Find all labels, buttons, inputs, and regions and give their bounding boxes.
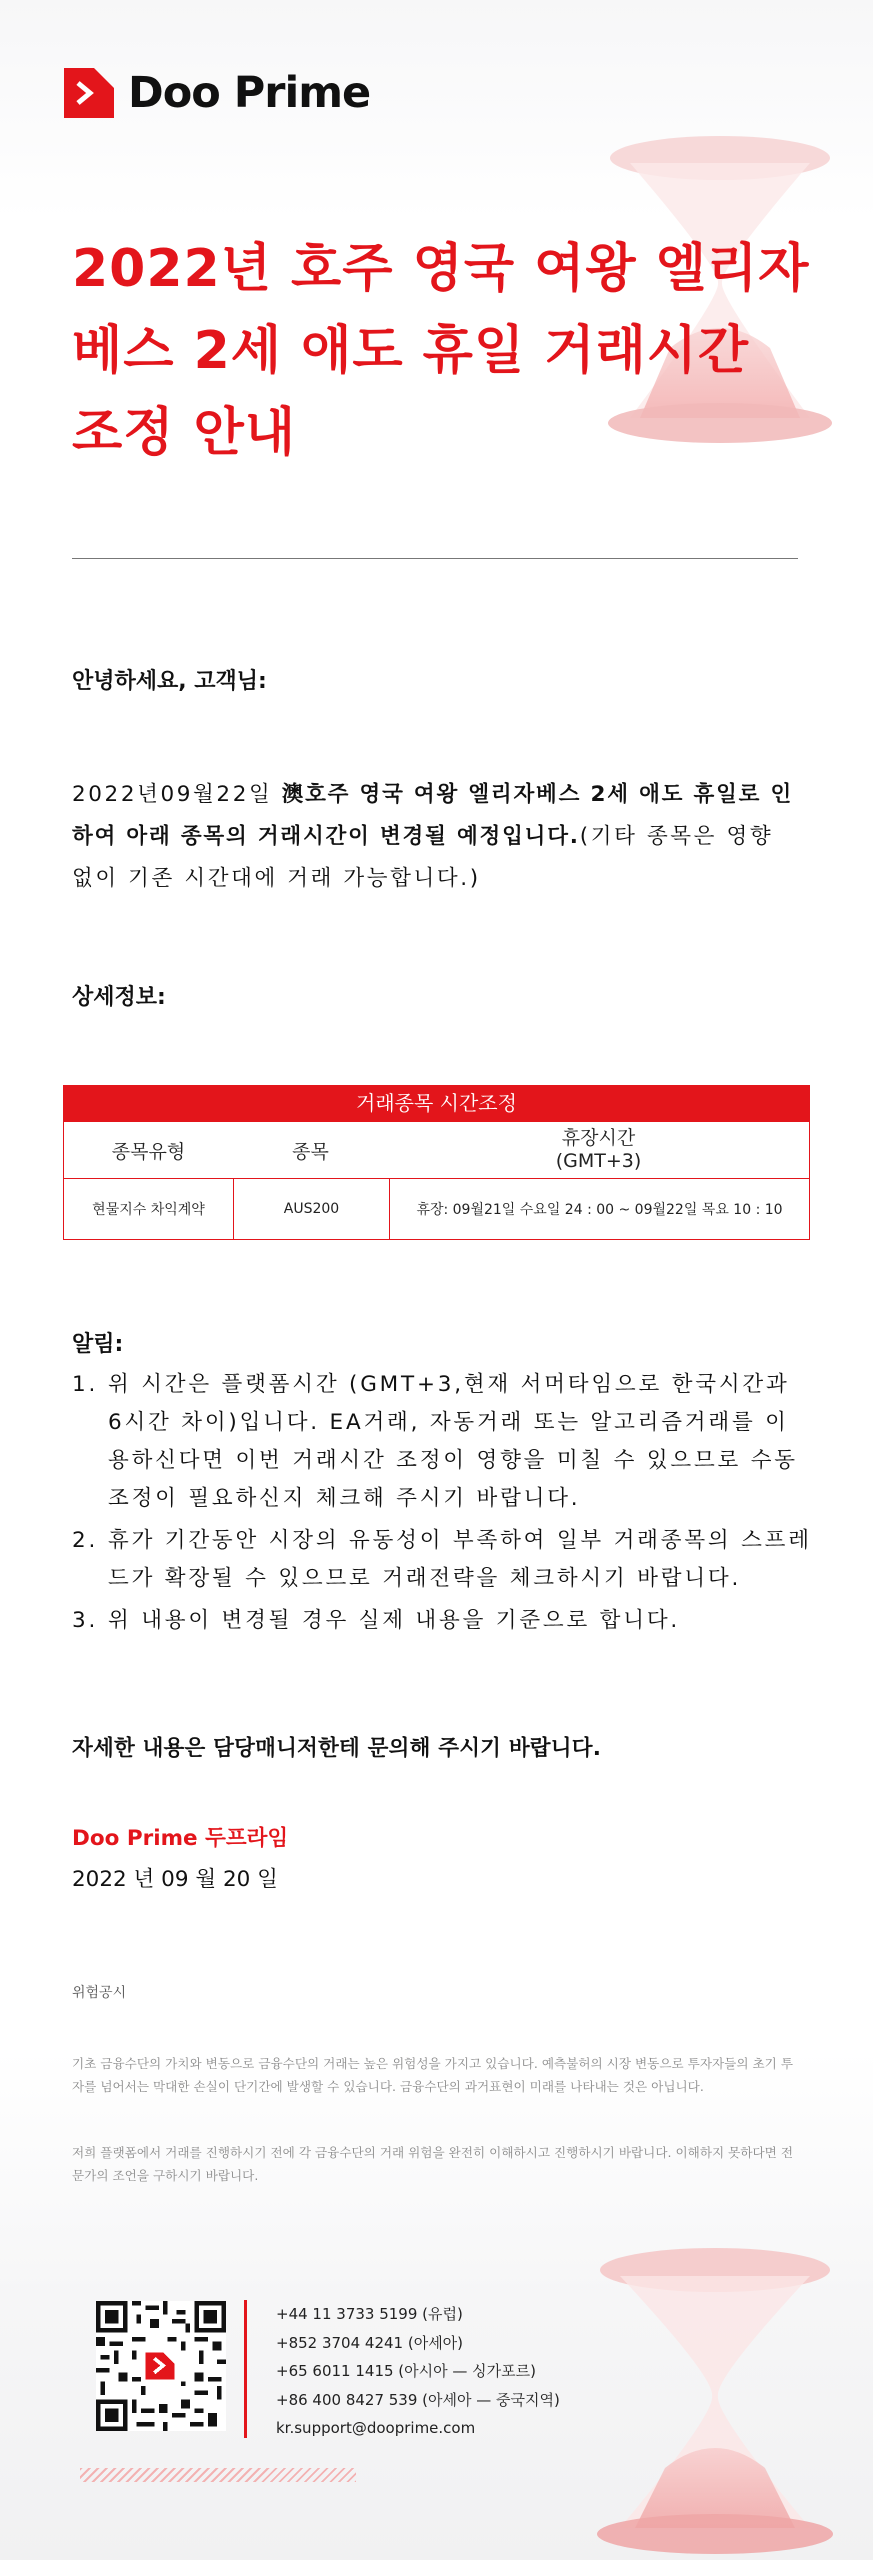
brand-name: Doo Prime [128,68,371,118]
list-item [72,1366,812,1518]
intro-bold: 澳호주 영국 여왕 엘리자베스 2세 애도 휴일로 인하여 아래 종목의 거래시간이 변경될 예정입니다. [72,782,794,849]
contact-list [276,2300,560,2443]
table-cell: 휴장: 09월21일 수요일 24 : 00 ~ 09월22일 목요 10 : 10 [416,1202,783,1218]
schedule-table [63,1085,810,1240]
table-header-row [64,1121,809,1178]
contact-manager-note: 자세한 내용은 담당매니저한테 문의해 주시기 바랍니다. [72,1736,602,1761]
contact-phone-asia[interactable]: +852 3704 4241 (아세아) [276,2333,464,2352]
doo-prime-logo-icon [64,68,114,118]
contact-phone-china[interactable]: +86 400 8427 539 (아세아 — 중국지역) [276,2390,560,2409]
table-cell: AUS200 [234,1179,390,1239]
intro-paragraph [72,774,802,900]
table-header-cell: 종목유형 [111,1140,186,1163]
list-item-text: 위 시간은 플랫폼시간 (GMT+3,현재 서머타임으로 한국시간과 6시간 차이)입니다. EA거래, 자동거래 또는 알고리즘거래를 이용하신다면 이번 거래시간 조정이 영향을 미칠 수 있으므로 수동조정이 필요하신지 체크해 주시기 바랍니다. [108,1372,798,1511]
table-header-cell: 휴장시간 (GMT+3) [555,1127,642,1172]
signature-company: Doo Prime 두프라임 [72,1826,289,1851]
list-item-number: 2. [72,1528,99,1553]
table-cell: 현물지수 차익계약 [64,1179,234,1239]
list-item-text: 위 내용이 변경될 경우 실제 내용을 기준으로 합니다. [108,1608,681,1633]
intro-date: 2022년09월22일 [72,782,282,807]
qr-code[interactable] [96,2301,226,2431]
title-divider [72,558,798,559]
list-item [72,1602,812,1640]
list-item-number: 1. [72,1372,99,1397]
contact-phone-singapore[interactable]: +65 6011 1415 (아시아 — 싱가포르) [276,2362,536,2380]
list-item [72,1522,812,1598]
risk-disclosure-paragraph: 저희 플랫폼에서 거래를 진행하시기 전에 각 금융수단의 거래 위험을 완전히 이해하시고 진행하시기 바랍니다. 이해하지 못하다면 전문가의 조언을 구하시기 바랍니다. [72,2145,793,2183]
risk-disclosure-title: 위험공시 [72,1985,127,2001]
risk-disclosure-paragraph: 기초 금융수단의 가치와 변동으로 금융수단의 거래는 높은 위험성을 가지고 있습니다. 예측불허의 시장 변동으로 투자자들의 초기 투자를 넘어서는 막대한 손실이 단기간에 발생할 수 있습니다. 금융수단의 과거표현이 미래를 나타내는 것은 아닙니다. [72,2056,793,2094]
table-header-cell: 종목 [292,1140,329,1163]
details-label: 상세정보: [72,985,166,1010]
greeting: 안녕하세요, 고객님: [72,669,267,694]
notice-list [72,1366,812,1644]
footer-accent-bar [244,2300,247,2438]
intro-rest: (기타 종목은 영향 없이 기존 시간대에 거래 가능합니다.) [72,824,774,891]
list-item-number: 3. [72,1608,99,1633]
table-title: 거래종목 시간조정 [64,1086,809,1121]
table-row [64,1178,809,1239]
notice-label: 알림: [72,1332,124,1357]
hourglass-decoration-bottom [590,2228,840,2560]
contact-email[interactable]: kr.support@dooprime.com [276,2419,476,2437]
page-title: 2022년 호주 영국 여왕 엘리자베스 2세 애도 휴일 거래시간 조정 안내 [72,239,810,463]
list-item-text: 휴가 기간동안 시장의 유동성이 부족하여 일부 거래종목의 스프레드가 확장될 수 있으므로 거래전략을 체크하시기 바랍니다. [108,1528,812,1591]
brand-logo [64,66,370,120]
decorative-stripes [80,2468,356,2482]
signature-date: 2022 년 09 월 20 일 [72,1867,278,1892]
contact-phone-europe[interactable]: +44 11 3733 5199 (유럽) [276,2305,463,2323]
